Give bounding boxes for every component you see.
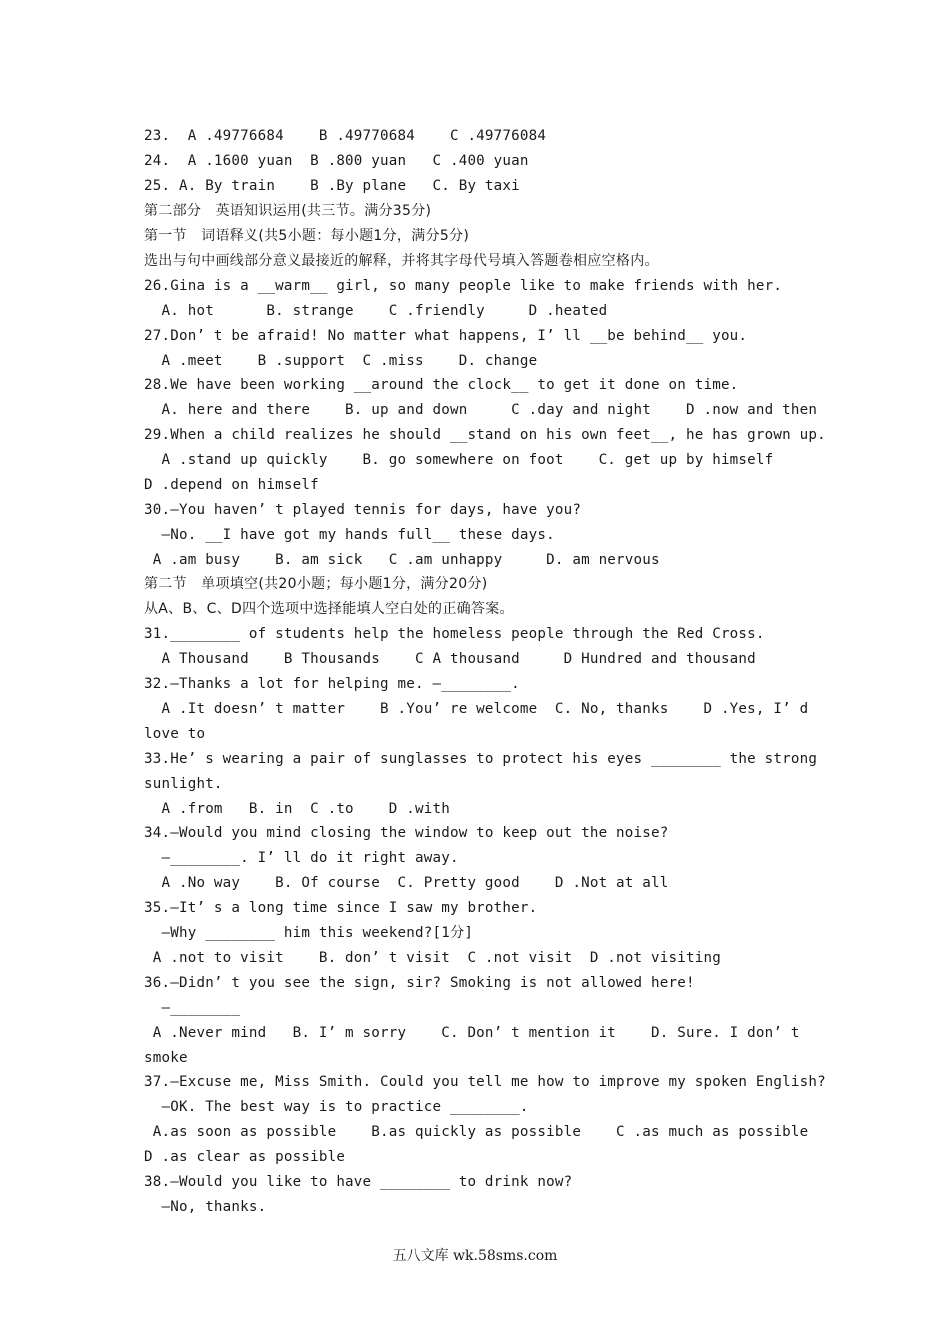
q29-options-cont: D .depend on himself [144,477,319,493]
q32-options: A .It doesn’ t matter B .You’ re welcome C. No, thanks D .Yes, I’ d [144,701,809,717]
q36-stem: 36.—Didn’ t you see the sign, sir? Smoking is not allowed here! [144,975,695,991]
q34-stem: 34.—Would you mind closing the window to keep out the noise? [144,825,669,841]
q27-stem: 27.Don’ t be afraid! No matter what happens, I’ ll __be behind__ you. [144,328,748,344]
q37-options-cont: D .as clear as possible [144,1149,346,1165]
q25-options: 25. A. By train B .By plane C. By taxi [144,178,520,194]
q29-stem: 29.When a child realizes he should __stand on his own feet__, he has grown up. [144,427,826,443]
q33-stem-cont: sunlight. [144,776,223,792]
q31-options: A Thousand B Thousands C A thousand D Hundred and thousand [144,651,756,667]
q37-reply: —OK. The best way is to practice ________. [144,1099,529,1115]
q26-options: A. hot B. strange C .friendly D .heated [144,303,608,319]
q34-reply: —________. I’ ll do it right away. [144,850,459,866]
q26-stem: 26.Gina is a __warm__ girl, so many people like to make friends with her. [144,278,783,294]
q35-stem: 35.—It’ s a long time since I saw my brother. [144,900,538,916]
q36-options-cont: smoke [144,1050,188,1066]
q37-stem: 37.—Excuse me, Miss Smith. Could you tell me how to improve my spoken English? [144,1074,826,1090]
q24-options: 24. A .1600 yuan B .800 yuan C .400 yuan [144,153,529,169]
section1-heading: 第一节 词语释义(共5小题：每小题1分，满分5分) [144,228,470,244]
q35-reply: —Why ________ him this weekend?[1分] [144,925,474,941]
q34-options: A .No way B. Of course C. Pretty good D .Not at all [144,875,669,891]
q27-options: A .meet B .support C .miss D. change [144,353,538,369]
q35-options: A .not to visit B. don’ t visit C .not visit D .not visiting [144,950,721,966]
q32-stem: 32.—Thanks a lot for helping me. —________. [144,676,520,692]
q32-options-cont: love to [144,726,206,742]
q28-stem: 28.We have been working __around the clock__ to get it done on time. [144,377,739,393]
q36-reply: —________ [144,1000,241,1016]
q30-options: A .am busy B. am sick C .am unhappy D. am nervous [144,552,660,568]
q29-options: A .stand up quickly B. go somewhere on foot C. get up by himself [144,452,774,468]
part2-heading: 第二部分 英语知识运用(共三节。满分35分) [144,203,432,219]
page-footer: 五八文库 wk.58sms.com [392,1248,558,1264]
q33-options: A .from B. in C .to D .with [144,801,450,817]
q36-options: A .Never mind B. I’ m sorry C. Don’ t mention it D. Sure. I don’ t [144,1025,800,1041]
section2-instruction: 从A、B、C、D四个选项中选择能填人空白处的正确答案。 [144,601,514,617]
q37-options: A.as soon as possible B.as quickly as possible C .as much as possible [144,1124,809,1140]
section2-heading: 第二节 单项填空(共20小题；每小题1分，满分20分) [144,576,488,592]
section1-instruction: 选出与句中画线部分意义最接近的解释，并将其字母代号填入答题卷相应空格内。 [144,253,659,269]
q38-reply: —No, thanks. [144,1199,267,1215]
q28-options: A. here and there B. up and down C .day and night D .now and then [144,402,818,418]
q31-stem: 31.________ of students help the homeless people through the Red Cross. [144,626,765,642]
q30-stem: 30.—You haven’ t played tennis for days, have you? [144,502,582,518]
q33-stem: 33.He’ s wearing a pair of sunglasses to protect his eyes ________ the strong [144,751,818,767]
q30-reply: —No. __I have got my hands full__ these days. [144,527,555,543]
q38-stem: 38.—Would you like to have ________ to drink now? [144,1174,573,1190]
q23-options: 23. A .49776684 B .49770684 C .49776084 [144,128,547,144]
